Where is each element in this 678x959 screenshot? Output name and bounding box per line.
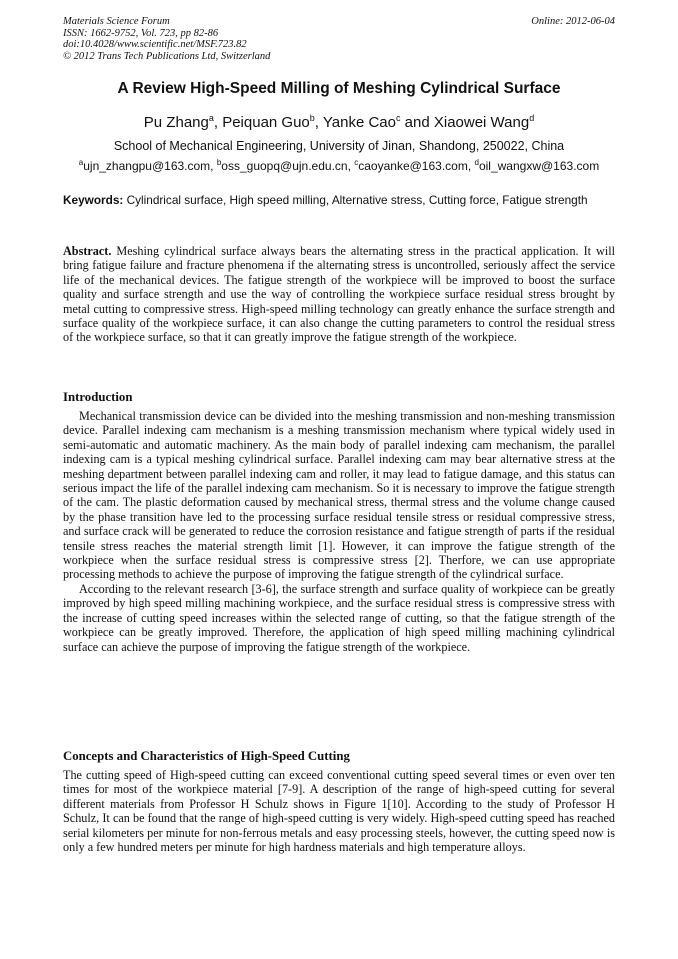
journal-name: Materials Science Forum <box>63 16 170 27</box>
keywords <box>63 194 615 208</box>
email-superscript: d <box>474 158 479 167</box>
email-list <box>63 158 615 173</box>
email-superscript: b <box>216 158 222 167</box>
author-separator: and <box>400 114 434 131</box>
publication-header <box>63 16 615 62</box>
email-separator: , <box>210 159 217 173</box>
email-address: oil_wangxw@163.com <box>478 159 600 173</box>
author-name: Peiquan Guo <box>222 114 310 131</box>
concepts-body: The cutting speed of High-speed cutting can exceed conventional cutting speed several times or even over ten times for most of the workpiece material [7-9]. A description of the range of high-speed cutting for several different materials from Professor H Schulz shows in Figure 1[10]. According to the study of Professor H Schulz, It can be found that the range of high-speed cutting is very widely. High-speed cutting speed has reached serial kilometers per minute for non-ferrous metals and easy processing steels, however, the cutting speed now is only a few hundred meters per minute for high hardness materials and high temperature alloys. <box>63 768 615 855</box>
issn-line: ISSN: 1662-9752, Vol. 723, pp 82-86 <box>63 27 219 39</box>
email-address: oss_guopq@ujn.edu.cn <box>221 159 348 173</box>
section-heading-introduction: Introduction <box>63 390 133 404</box>
author-name: Xiaowei Wang <box>433 114 530 131</box>
online-date: Online: 2012-06-04 <box>531 16 615 27</box>
author-name: Pu Zhang <box>143 114 209 131</box>
author-separator: , <box>213 114 223 131</box>
abstract-label: Abstract. <box>63 244 112 258</box>
email-separator: , <box>467 159 475 173</box>
keywords-label: Keywords: <box>63 193 124 207</box>
author-superscript: b <box>309 113 315 123</box>
copyright-line: © 2012 Trans Tech Publications Ltd, Switzerland <box>63 50 271 62</box>
author-separator: , <box>314 114 323 131</box>
author-list <box>63 113 615 131</box>
paragraph: According to the relevant research [3-6], the surface strength and surface quality of workpiece can be greatly improved by high speed milling machining workpiece, and the surface residual stress is compressive stress with the increase of cutting speed increases within the selected range of cutting, so that the fatigue strength of the workpiece can be greatly improved. Therefore, the application of high speed milling machining cylindrical surface can achieve the purpose of improving the fatigue strength of the workpiece. <box>63 581 615 654</box>
paragraph: Mechanical transmission device can be divided into the meshing transmission and non-meshing transmission device. Parallel indexing cam mechanism is a meshing transmission mechanism where typical widely used in semi-automatic and automatic machinery. As the main body of parallel indexing cam mechanism, the parallel indexing cam is a typical meshing cylindrical surface. Parallel indexing cam may bear alternative stress at the meshing department between parallel indexing cam and roller, it may lead to fatigue damage, and this status can serious impact the life of the parallel indexing cam mechanism. So it is necessary to improve the fatigue strength of the cam. The plastic deformation caused by mechanical stress, thermal stress and the volume change caused by the phase transition have led to the processing surface residual tensile stress or residual compressive stress, and surface crack will be generated to reduce the corrosion resistance and fatigue strength of parts if the residual tensile stress reaches the material strength limit [1]. However, it can improve the fatigue strength of the workpiece when the surface residual stress is compressive stress [2]. Therfore, we can use appropriate processing methods to achieve the purpose of improving the fatigue strength of the cylindrical surface. <box>63 409 615 582</box>
author-superscript: c <box>395 113 401 123</box>
introduction-body <box>63 409 615 654</box>
affiliation: School of Mechanical Engineering, University of Jinan, Shandong, 250022, China <box>113 139 565 153</box>
author-superscript: d <box>529 113 535 123</box>
section-heading-concepts: Concepts and Characteristics of High-Speed Cutting <box>63 749 350 763</box>
email-separator: , <box>347 159 355 173</box>
email-address: caoyanke@163.com <box>358 159 468 173</box>
keywords-text: Cylindrical surface, High speed milling, Alternative stress, Cutting force, Fatigue strength <box>126 193 588 207</box>
email-address: ujn_zhangpu@163.com <box>83 159 211 173</box>
author-name: Yanke Cao <box>322 114 396 131</box>
doi-line: doi:10.4028/www.scientific.net/MSF.723.82 <box>63 39 247 50</box>
paper-title: A Review High-Speed Milling of Meshing Cylindrical Surface <box>117 80 561 97</box>
abstract <box>63 244 615 345</box>
email-superscript: a <box>78 158 84 167</box>
author-superscript: a <box>208 113 214 123</box>
email-superscript: c <box>354 158 359 167</box>
abstract-text: Meshing cylindrical surface always bears the alternating stress in the practical application. It will bring fatigue failure and fracture phenomena if the alternating stress is uncontrolled, seriously affect the service life of the mechanical devices. The fatigue strength of the workpiece will be improved to boost the surface quality and surface strength and use the way of controlling the workpiece surface residual stress brought by metal cutting to compressive stress. High-speed milling technology can greatly enhance the surface strength and surface quality of the workpiece surface, it can also change the cutting parameters to control the residual stress of the workpiece surface, so that it can greatly improve the fatigue strength of the workpiece. <box>63 244 616 345</box>
